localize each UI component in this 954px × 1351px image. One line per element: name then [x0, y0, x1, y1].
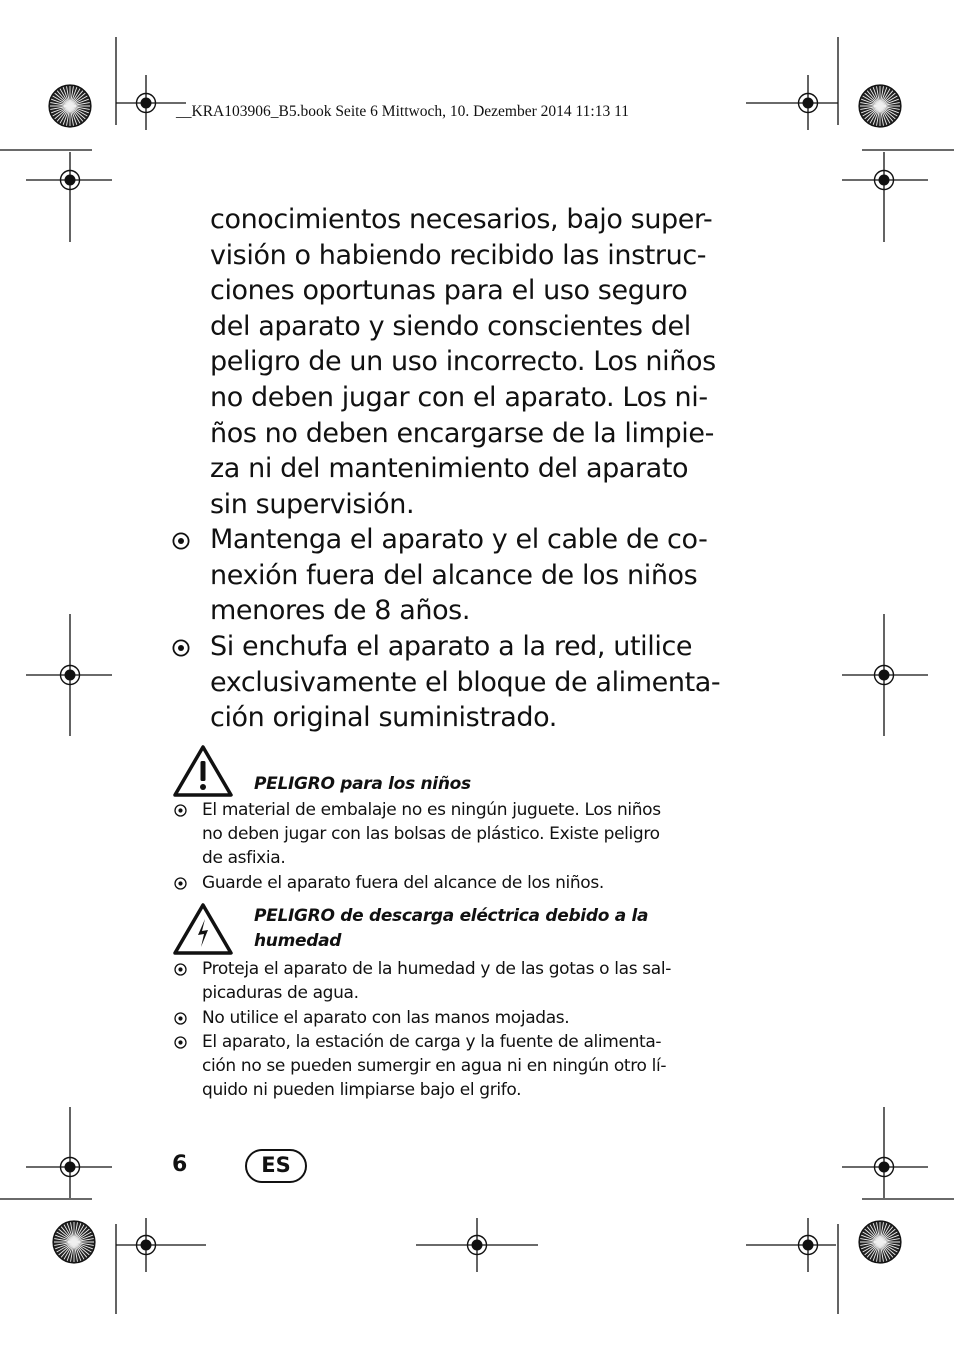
- warning-title: humedad: [254, 931, 342, 951]
- warning-triangle-icon: [172, 744, 234, 798]
- warning-item: [170, 798, 730, 871]
- starburst-mark-icon: [859, 85, 901, 127]
- text-line: de asfixia.: [202, 848, 286, 869]
- text-line: visión o habiendo recibido las instruc-: [210, 239, 707, 271]
- language-badge: ES: [245, 1149, 307, 1183]
- page-number: 6: [172, 1152, 188, 1177]
- warning-item: [170, 957, 730, 1005]
- text-line: sin supervisión.: [210, 488, 415, 520]
- text-line: nexión fuera del alcance de los niños: [210, 559, 698, 591]
- text-line: El aparato, la estación de carga y la fuente de alimenta-: [202, 1032, 662, 1052]
- bullet-circle-icon: [174, 1036, 187, 1049]
- warning-title: PELIGRO de descarga eléctrica debido a la: [254, 906, 649, 926]
- text-line: del aparato y siendo conscientes del: [210, 310, 691, 342]
- text-line: No utilice el aparato con las manos mojadas.: [202, 1008, 570, 1028]
- bullet-circle-icon: [172, 639, 190, 657]
- bullet-item: [170, 629, 730, 736]
- text-line: exclusivamente el bloque de alimenta-: [210, 666, 721, 698]
- text-line: El material de embalaje no es ningún juguete. Los niños: [202, 800, 661, 820]
- warning-item: [170, 1030, 730, 1103]
- text-line: no deben jugar con el aparato. Los ni-: [210, 381, 708, 413]
- text-line: Guarde el aparato fuera del alcance de los niños.: [202, 873, 604, 893]
- bullet-circle-icon: [172, 532, 190, 550]
- bullet-circle-icon: [174, 804, 187, 817]
- starburst-mark-icon: [49, 85, 91, 127]
- text-line: conocimientos necesarios, bajo super-: [210, 204, 713, 235]
- continuation-paragraph: [170, 202, 730, 522]
- bullet-item: [170, 522, 730, 629]
- text-line: ños no deben encargarse de la limpie-: [210, 417, 714, 449]
- bullet-circle-icon: [174, 877, 187, 890]
- text-line: menores de 8 años.: [210, 595, 471, 627]
- starburst-mark-icon: [53, 1221, 95, 1263]
- text-line: Proteja el aparato de la humedad y de las gotas o las sal-: [202, 959, 671, 979]
- text-line: peligro de un uso incorrecto. Los niños: [210, 346, 716, 378]
- bullet-circle-icon: [174, 963, 187, 976]
- warning-title: PELIGRO para los niños: [254, 774, 471, 794]
- text-line: quido ni pueden limpiarse bajo el grifo.: [202, 1080, 522, 1101]
- text-line: ción no se pueden sumergir en agua ni en ningún otro lí-: [202, 1056, 667, 1077]
- file-info-header: __KRA103906_B5.book Seite 6 Mittwoch, 10. Dezember 2014 11:13 11: [176, 103, 630, 120]
- text-line: za ni del mantenimiento del aparato: [210, 453, 689, 485]
- electric-shock-triangle-icon: [172, 902, 234, 956]
- bullet-circle-icon: [174, 1012, 187, 1025]
- text-line: no deben jugar con las bolsas de plástico. Existe peligro: [202, 824, 660, 845]
- warning-item: [170, 871, 730, 895]
- warning-item: [170, 1006, 730, 1030]
- text-line: picaduras de agua.: [202, 983, 359, 1004]
- starburst-mark-icon: [859, 1221, 901, 1263]
- text-line: ciones oportunas para el uso seguro: [210, 275, 688, 307]
- text-line: Mantenga el aparato y el cable de co-: [210, 524, 708, 555]
- text-line: ción original suministrado.: [210, 702, 557, 734]
- text-line: Si enchufa el aparato a la red, utilice: [210, 631, 693, 662]
